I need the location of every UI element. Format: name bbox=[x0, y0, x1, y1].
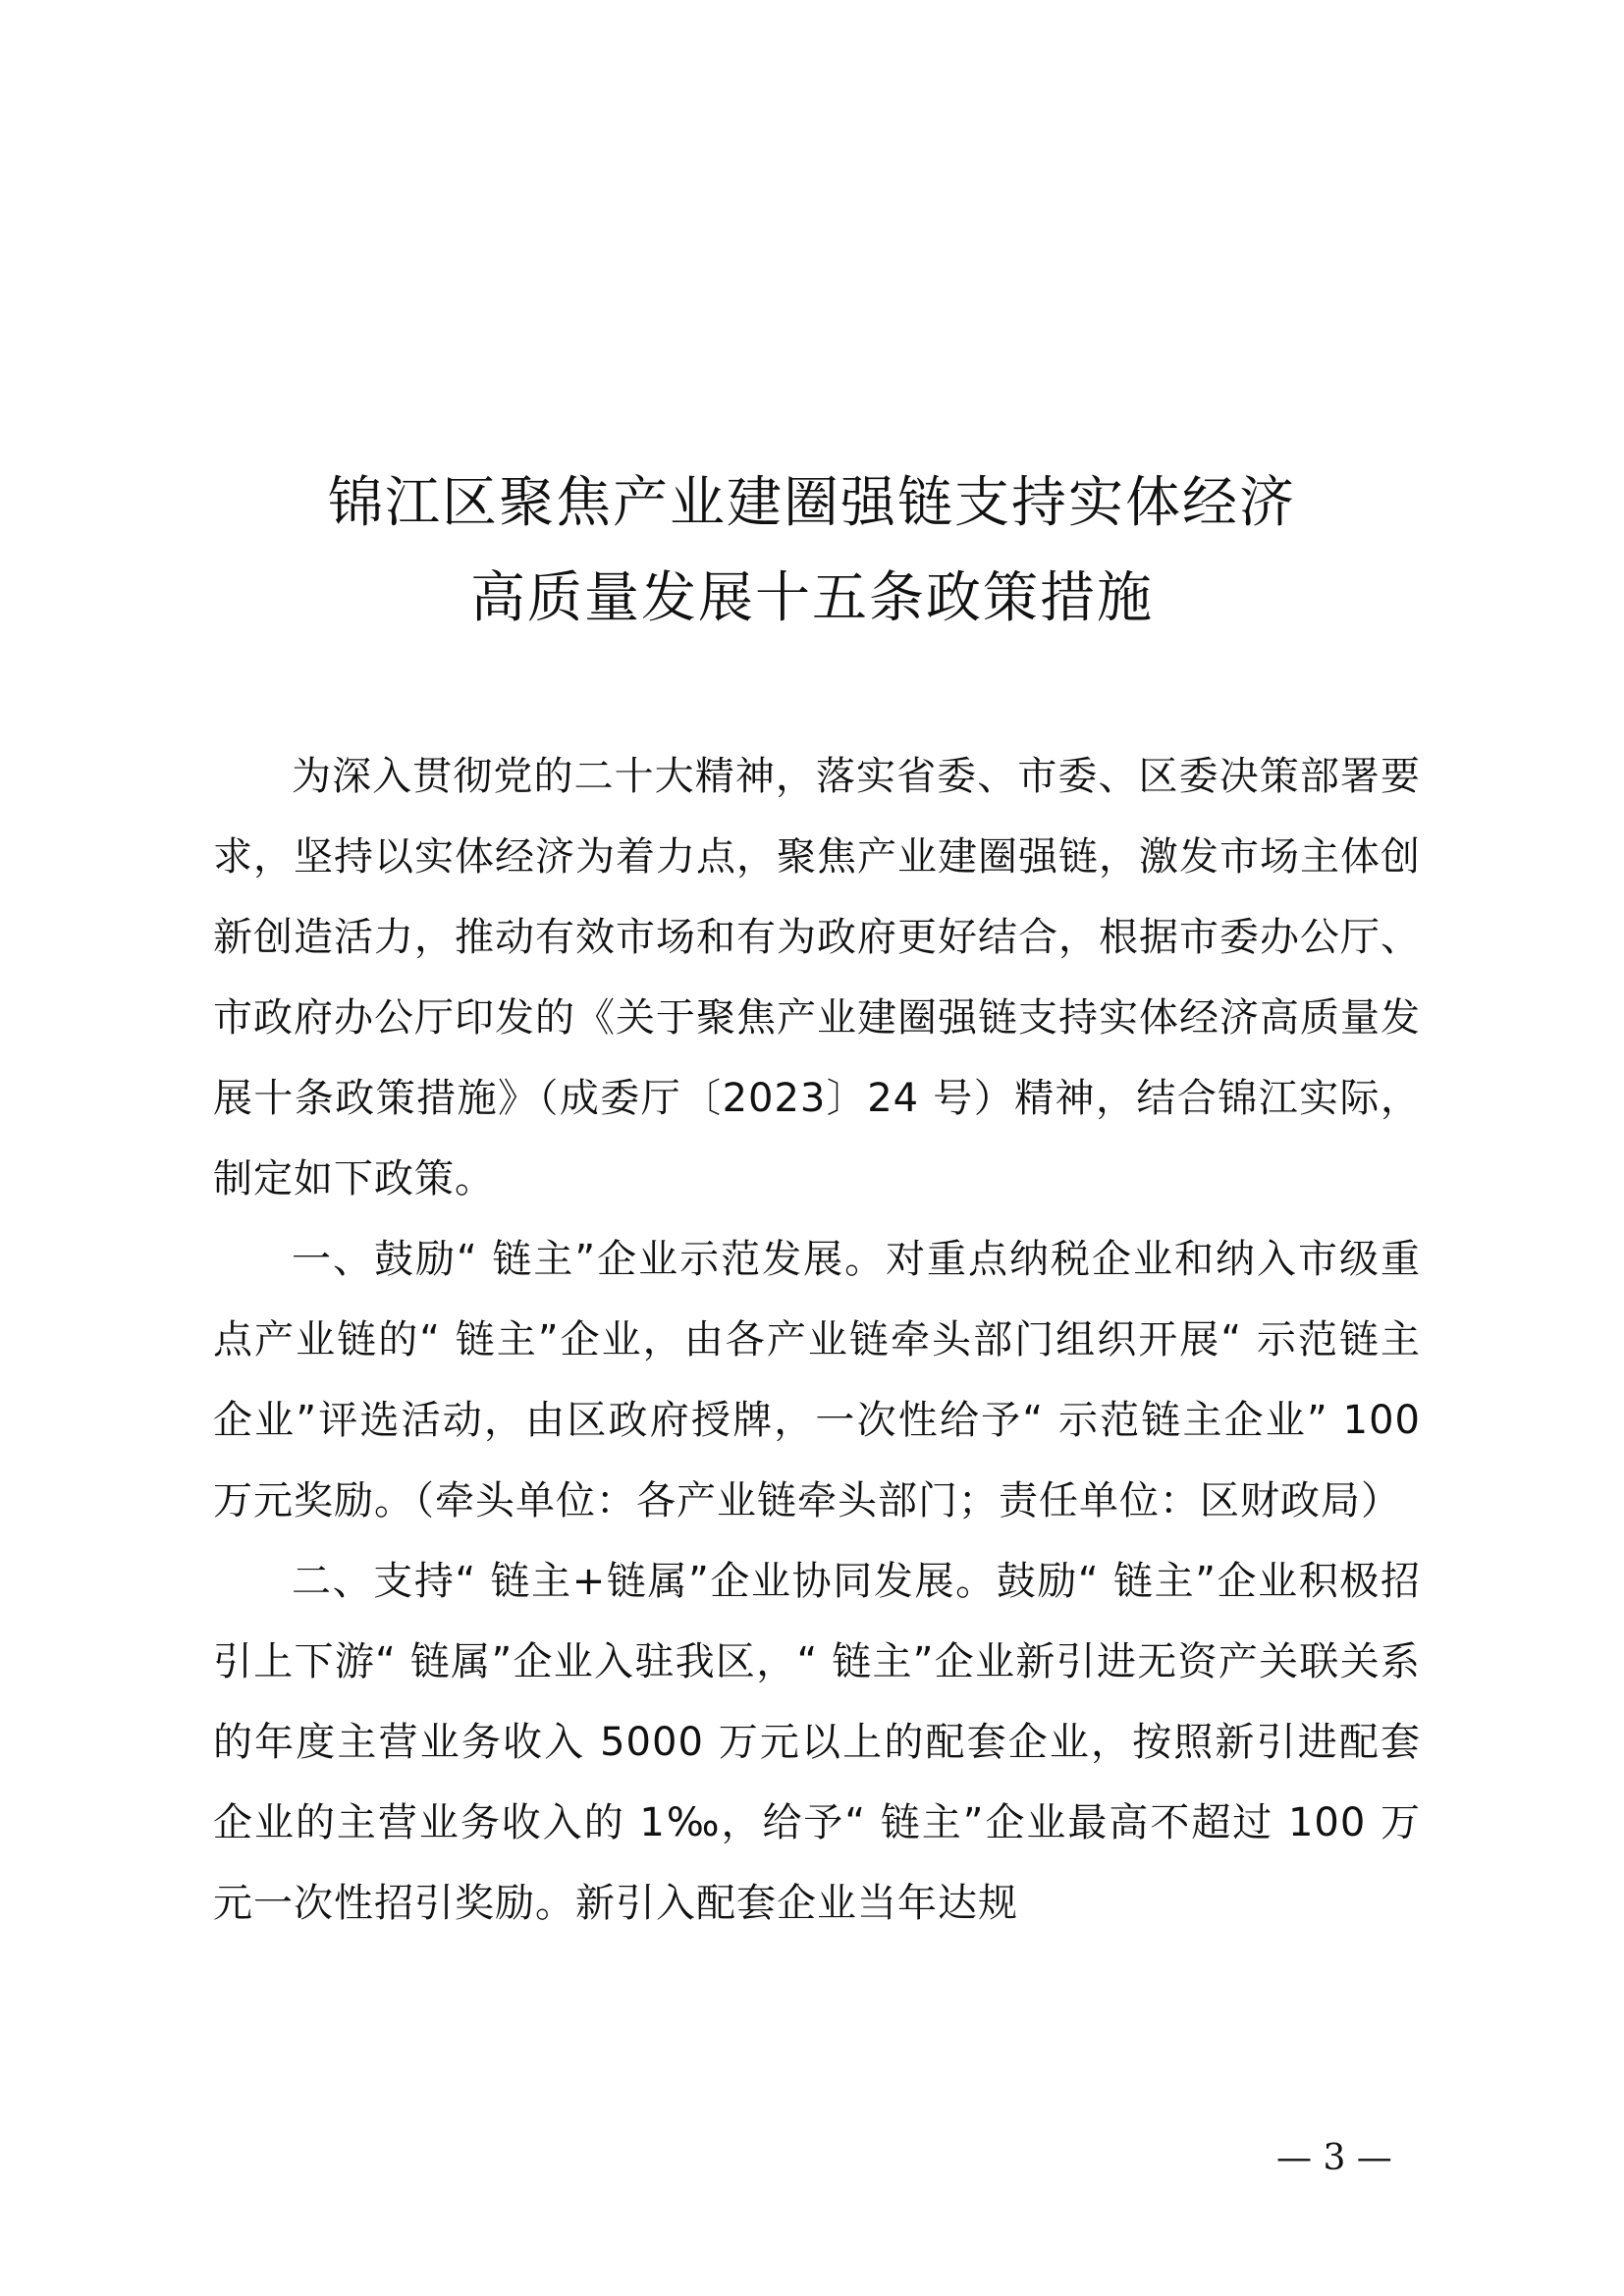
paragraph-intro: 为深入贯彻党的二十大精神，落实省委、市委、区委决策部署要求，坚持以实体经济为着力点，聚焦产业建圈强链，激发市场主体创新创造活力，推动有效市场和有为政府更好结合，根据市委办公厅、市政府办公厅印发的《关于聚焦产业建圈强链支持实体经济高质量发展十条政策措施》（成委厅〔2023〕24 号）精神，结合锦江实际，制定如下政策。 bbox=[213, 754, 1421, 1201]
paragraph-policy-1: 一、鼓励“ 链主”企业示范发展。对重点纳税企业和纳入市级重点产业链的“ 链主”企业，由各产业链牵头部门组织开展“ 示范链主企业”评选活动，由区政府授牌，一次性给予“ 示范链主企业” 100 万元奖励。（牵头单位：各产业链牵头部门；责任单位：区财政局） bbox=[213, 1237, 1421, 1523]
document-body bbox=[213, 736, 1421, 1944]
document-title-line-2: 高质量发展十五条政策措施 bbox=[470, 566, 1154, 630]
paragraph-policy-2: 二、支持“ 链主+链属”企业协同发展。鼓励“ 链主”企业积极招引上下游“ 链属”企业入驻我区，“ 链主”企业新引进无资产关联关系的年度主营业务收入 5000 万元以上的配套企业，按照新引进配套企业的主营业务收入的 1‰，给予“ 链主”企业最高不超过 100 万元一次性招引奖励。新引入配套企业当年达规 bbox=[213, 1559, 1421, 1926]
page-number: — 3 — bbox=[1276, 2138, 1392, 2178]
document-title-line-1: 锦江区聚焦产业建圈强链支持实体经济 bbox=[328, 471, 1296, 535]
